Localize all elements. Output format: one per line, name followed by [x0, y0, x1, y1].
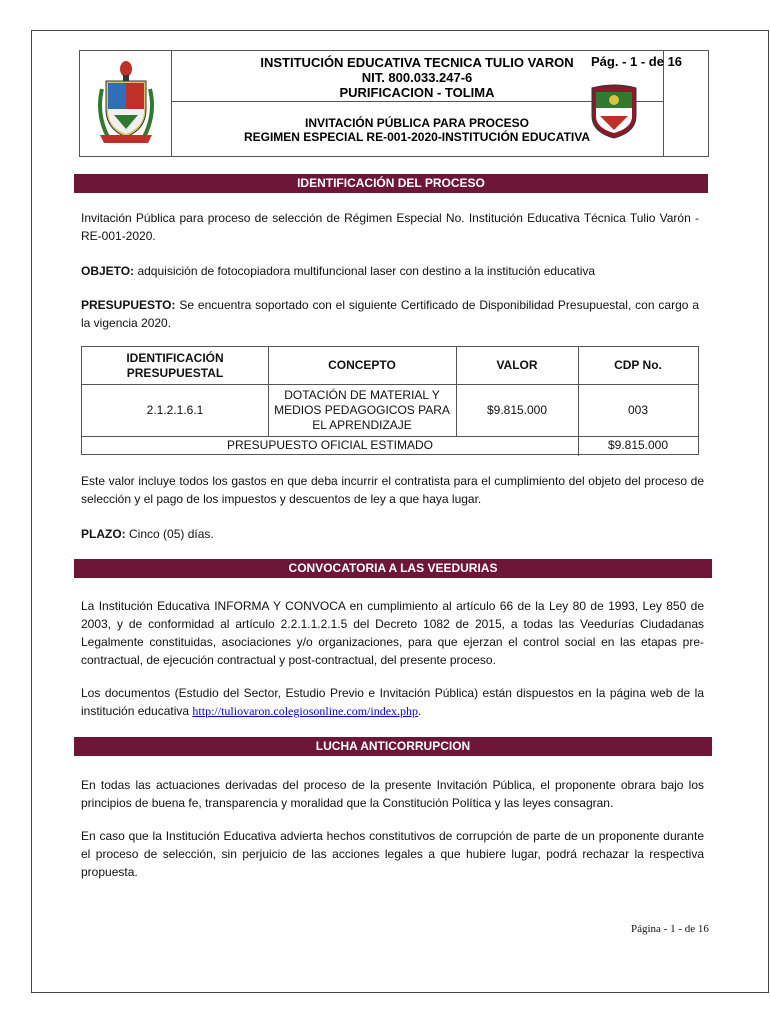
veedurias-paragraph-2-end: .: [418, 704, 422, 718]
budget-cell-identificacion: 2.1.2.1.6.1: [146, 402, 204, 417]
veedurias-paragraph-2: [81, 684, 704, 720]
footer-page-number: Página - 1 - de 16: [631, 923, 709, 935]
valor-note-paragraph: Este valor incluye todos los gastos en que deba incurrir el contratista para el cumplimiento del objeto del proceso de selección y el pago de los impuestos y descuentos de ley a que haya lugar.: [81, 474, 704, 506]
budget-header-identificacion: IDENTIFICACIÓN PRESUPUESTAL: [126, 350, 224, 380]
institution-nit: NIT. 800.033.247-6: [361, 70, 473, 85]
section-identificacion-header: IDENTIFICACIÓN DEL PROCESO: [74, 174, 708, 193]
presupuesto-text: Se encuentra soportado con el siguiente Certificado de Disponibilidad Presupuestal, con cargo a la vigencia 2020.: [81, 298, 699, 330]
plazo-label: PLAZO:: [81, 527, 126, 541]
budget-header-cdp: CDP No.: [614, 358, 662, 372]
budget-cell-concepto: DOTACIÓN DE MATERIAL Y MEDIOS PEDAGOGICOS PARA EL APRENDIZAJE: [274, 387, 450, 432]
presupuesto-paragraph: [81, 296, 699, 332]
institution-name: INSTITUCIÓN EDUCATIVA TECNICA TULIO VARON: [260, 55, 574, 70]
institution-website-link[interactable]: http://tuliovaron.colegiosonline.com/index.php: [192, 704, 419, 718]
budget-table: [81, 346, 699, 455]
objeto-label: OBJETO:: [81, 264, 135, 278]
school-crest-logo: [94, 59, 158, 147]
invitation-title: INVITACIÓN PÚBLICA PARA PROCESO: [304, 116, 529, 130]
presupuesto-label: PRESUPUESTO:: [81, 298, 176, 312]
objeto-paragraph: [81, 262, 699, 280]
budget-header-concepto: CONCEPTO: [328, 358, 396, 372]
institution-location: PURIFICACION - TOLIMA: [339, 85, 495, 100]
veedurias-paragraph-1: La Institución Educativa INFORMA Y CONVOCA en cumplimiento al artículo 66 de la Ley 80 de 1993, Ley 850 de 2003, y de conformidad al artículo 2.2.1.1.2.1.5 del Decreto 1082 de 2015, a todas las Veedurías Ciudadanas Legalmente constituidas, asociaciones y/o organizaciones, para que ejerzan el control social en las etapas pre-contractual, de ejecución contractual y post-contractual, del presente proceso.: [81, 599, 704, 667]
plazo-text: Cinco (05) días.: [125, 527, 214, 541]
anticorrupcion-paragraph-1: En todas las actuaciones derivadas del proceso de la presente Invitación Pública, el proponente obrara bajo los principios de buena fe, transparencia y moralidad que la Constitución Política y las leyes consagran.: [81, 778, 704, 810]
logo-cell: [80, 51, 172, 156]
budget-cell-valor: $9.815.000: [486, 402, 548, 417]
veedurias-paragraph-2-text: Los documentos (Estudio del Sector, Estudio Previo e Invitación Pública) están dispuestos en la página web de la institución educativa: [81, 686, 704, 718]
plazo-paragraph: [81, 525, 699, 543]
regime-title: REGIMEN ESPECIAL RE-001-2020-INSTITUCIÓN EDUCATIVA: [243, 130, 591, 144]
header-page-number: Pág. - 1 - de 16: [591, 54, 683, 69]
anticorrupcion-paragraph-2: En caso que la Institución Educativa advierta hechos constitutivos de corrupción de parte de un proponente durante el proceso de selección, sin perjuicio de las acciones legales a que hubiere lugar, podrá rechazar la respectiva propuesta.: [81, 829, 704, 879]
budget-header-valor: VALOR: [496, 358, 538, 372]
intro-paragraph: Invitación Pública para proceso de selección de Régimen Especial No. Institución Educativa Técnica Tulio Varón - RE-001-2020.: [81, 211, 699, 243]
budget-total-value: $9.815.000: [607, 437, 669, 452]
section-anticorrupcion-header: LUCHA ANTICORRUPCION: [74, 737, 712, 756]
objeto-text: adquisición de fotocopiadora multifuncional laser con destino a la institución educativa: [134, 264, 596, 278]
municipality-shield-logo: [590, 82, 638, 140]
budget-cell-cdp: 003: [627, 402, 649, 417]
budget-total-label: PRESUPUESTO OFICIAL ESTIMADO: [226, 437, 434, 452]
section-veedurias-header: CONVOCATORIA A LAS VEEDURIAS: [74, 559, 712, 578]
